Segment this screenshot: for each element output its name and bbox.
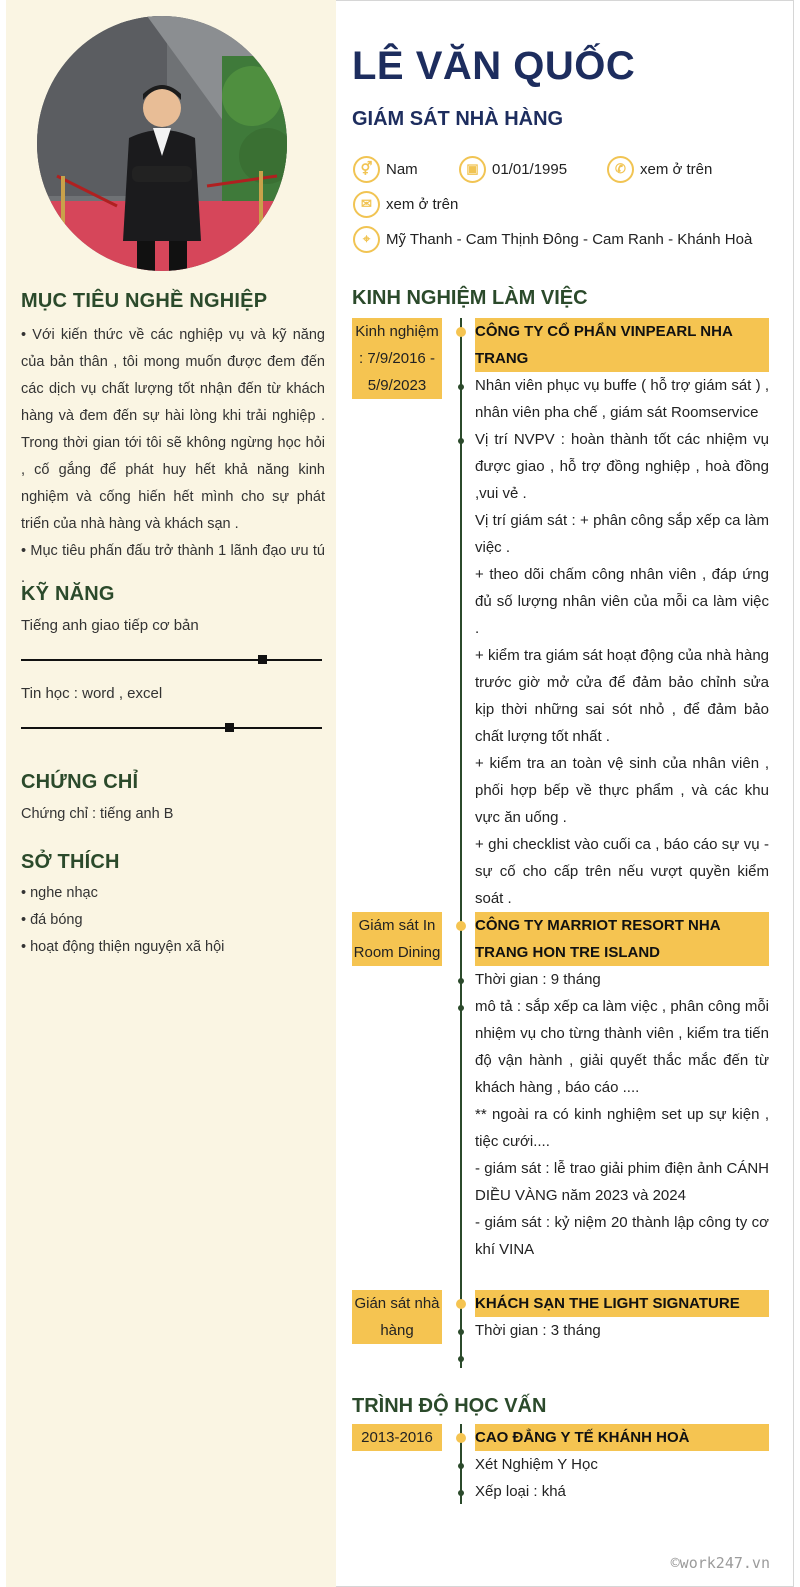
experience-timeline — [460, 318, 462, 1368]
timeline-dot — [456, 921, 466, 931]
timeline-bullet — [458, 1490, 464, 1496]
education-grade: Xếp loại : khá — [475, 1483, 566, 1500]
hobby-item: • nghe nhạc — [21, 885, 98, 901]
timeline-dot — [456, 1299, 466, 1309]
skill-level-marker — [225, 723, 234, 732]
gender-value: Nam — [386, 160, 418, 178]
experience-title: KINH NGHIỆM LÀM VIỆC — [352, 287, 588, 309]
job-date: Gián sát nhà hàng — [352, 1290, 442, 1344]
hobbies-title: SỞ THÍCH — [21, 851, 120, 873]
company-name: CÔNG TY MARRIOT RESORT NHA TRANG HON TRE ISLAND — [475, 912, 769, 966]
phone-icon: ✆ — [607, 156, 634, 183]
address-info — [353, 225, 752, 253]
job-line: - giám sát : lễ trao giải phim điện ảnh CÁNH DIỀU VÀNG năm 2023 và 2024 — [475, 1160, 769, 1204]
skill-name: Tin học : word , excel — [21, 685, 163, 702]
job-line: Vị trí NVPV : hoàn thành tốt các nhiệm vụ được giao , hỗ trợ đồng nghiệp , hoà đồng ,vui vẻ . — [475, 431, 769, 502]
address-value: Mỹ Thanh - Cam Thịnh Đông - Cam Ranh - Khánh Hoà — [386, 230, 753, 248]
timeline-bullet — [458, 1356, 464, 1362]
hobby-item: • đá bóng — [21, 912, 83, 928]
timeline-dot — [456, 1433, 466, 1443]
objective-paragraph: • Với kiến thức về các nghiệp vụ và kỹ năng của bản thân , tôi mong muốn được đem đến các dịch vụ chất lượng tốt nhận đến từ khách hàng và đem đến sự hài lòng khi trải nghiệp . Trong thời gian tới tôi sẽ không ngừng học hỏi , cố gắng để phát huy hết khả năng kinh nghiệm và cống hiến hết mình cho sự phát triển của nhà hàng và khách sạn . — [21, 327, 325, 532]
objective-goal: • Mục tiêu phấn đấu trở thành 1 lãnh đạo ưu tú . — [21, 543, 325, 586]
job-line: + kiểm tra giám sát hoạt động của nhà hàng trước giờ mở cửa để đảm bảo chỉnh sửa kịp thời những sai sót nhỏ , để đảm bảo chất lượng tốt nhất . — [475, 647, 769, 745]
profile-photo — [37, 16, 287, 271]
timeline-dot — [456, 327, 466, 337]
objective-text — [21, 322, 325, 592]
education-title: TRÌNH ĐỘ HỌC VẤN — [352, 1395, 547, 1417]
job-date: Kinh nghiệm : 7/9/2016 - 5/9/2023 — [352, 318, 442, 399]
hobby-item: • hoạt động thiện nguyện xã hội — [21, 939, 225, 955]
job-title: GIÁM SÁT NHÀ HÀNG — [352, 108, 564, 130]
email-value: xem ở trên — [386, 195, 459, 213]
school-name: CAO ĐẲNG Y TẾ KHÁNH HOÀ — [475, 1424, 769, 1451]
job-line: mô tả : sắp xếp ca làm việc , phân công mỗi nhiệm vụ cho từng thành viên , kiểm tra tiến độ vận hành , giải quyết thắc mắc đến từ khách hàng , báo cáo .... — [475, 998, 769, 1096]
timeline-bullet — [458, 384, 464, 390]
timeline-bullet — [458, 978, 464, 984]
skill-bar — [21, 727, 322, 729]
full-name: LÊ VĂN QUỐC — [352, 44, 636, 88]
skill-name: Tiếng anh giao tiếp cơ bản — [21, 617, 199, 634]
job-line: + kiểm tra an toàn vệ sinh của nhân viên , phối hợp bếp về thực phẩm , và các khu vực ăn uống . — [475, 755, 769, 826]
certificate-text: Chứng chỉ : tiếng anh B — [21, 806, 174, 822]
job-line: Nhân viên phục vụ buffe ( hỗ trợ giám sát ) , nhân viên pha chế , giám sát Roomservice — [475, 377, 769, 421]
job-line: Thời gian : 3 tháng — [475, 1322, 601, 1339]
location-icon: ⌖ — [353, 226, 380, 253]
skill-level-marker — [258, 655, 267, 664]
birthday-info — [459, 155, 567, 183]
company-name: CÔNG TY CỔ PHẨN VINPEARL NHA TRANG — [475, 318, 769, 372]
job-line: Vị trí giám sát : + phân công sắp xếp ca làm việc . — [475, 512, 769, 556]
gender-info — [353, 155, 418, 183]
company-name: KHÁCH SẠN THE LIGHT SIGNATURE — [475, 1290, 769, 1317]
objective-title: MỤC TIÊU NGHỀ NGHIỆP — [21, 290, 268, 312]
education-major: Xét Nghiệm Y Học — [475, 1456, 598, 1473]
gender-icon: ⚥ — [353, 156, 380, 183]
job-line: + ghi checklist vào cuối ca , báo cáo sự vụ - sự cố cho cấp trên nếu vượt quyền kiểm soát . — [475, 836, 769, 907]
watermark: ©work247.vn — [670, 1554, 770, 1572]
timeline-bullet — [458, 438, 464, 444]
job-line: - giám sát : kỷ niệm 20 thành lập công ty cơ khí VINA — [475, 1214, 769, 1258]
job-date: Giám sát In Room Dining — [352, 912, 442, 966]
birthday-icon: ▣ — [459, 156, 486, 183]
email-icon: ✉ — [353, 191, 380, 218]
job-line: ** ngoài ra có kinh nghiệm set up sự kiện , tiệc cưới.... — [475, 1106, 769, 1150]
job-line: Thời gian : 9 tháng — [475, 971, 601, 988]
certificates-title: CHỨNG CHỈ — [21, 771, 139, 793]
timeline-bullet — [458, 1329, 464, 1335]
job-line: + theo dõi chấm công nhân viên , đáp ứng đủ số lượng nhân viên của mỗi ca làm việc . — [475, 566, 769, 637]
timeline-bullet — [458, 1005, 464, 1011]
email-info — [353, 190, 458, 218]
phone-info — [607, 155, 712, 183]
phone-value: xem ở trên — [640, 160, 713, 178]
skills-title: KỸ NĂNG — [21, 583, 115, 605]
timeline-bullet — [458, 1463, 464, 1469]
birthday-value: 01/01/1995 — [492, 160, 568, 178]
skill-bar — [21, 659, 322, 661]
education-date: 2013-2016 — [352, 1424, 442, 1451]
